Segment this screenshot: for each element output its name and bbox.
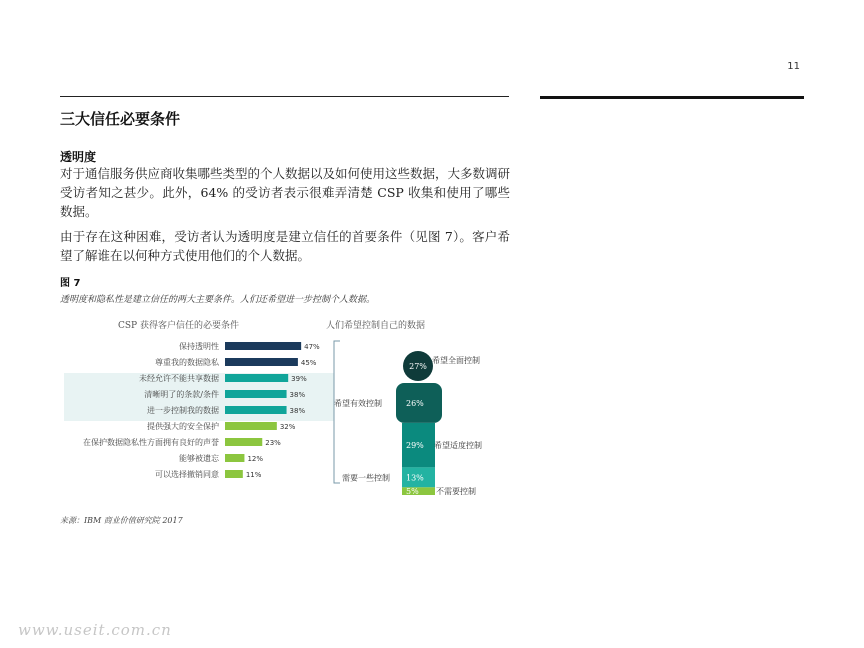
body-paragraph: 由于存在这种困难，受访者认为透明度是建立信任的首要条件（见图 7）。客户希望了解谁在以何种方式使用他们的个人数据。 (60, 229, 510, 263)
bar-value-label: 45% (300, 359, 317, 367)
bar-value-label: 38% (289, 407, 306, 415)
bar-category-label: 提供强大的安全保护 (147, 422, 219, 431)
bar (225, 390, 287, 398)
data-control-person-chart (330, 338, 530, 498)
segment-value-label: 26% (406, 398, 424, 408)
bar-value-label: 38% (289, 391, 306, 399)
bar-category-label: 清晰明了的条款/条件 (144, 390, 219, 399)
bar (225, 342, 301, 350)
figure-chart-title: 人们希望控制自己的数据 (326, 321, 426, 331)
segment-name-label: 不需要控制 (436, 487, 476, 497)
bar (225, 470, 243, 478)
bar (225, 406, 287, 414)
page-number: 11 (787, 61, 800, 72)
segment-name-label: 需要一些控制 (342, 473, 390, 483)
section-title: 三大信任必要条件 (60, 110, 181, 128)
bar-category-label: 在保护数据隐私性方面拥有良好的声誉 (83, 438, 219, 447)
bar (225, 358, 298, 366)
bar-chart-title: CSP 获得客户信任的必要条件 (118, 321, 239, 331)
bar (225, 374, 288, 382)
bracket-line (334, 341, 340, 483)
watermark: www.useit.com.cn (18, 621, 172, 639)
bar-category-label: 能够被遗忘 (179, 454, 219, 463)
segment-value-label: 27% (409, 362, 427, 371)
bar (225, 422, 277, 430)
header-rule-left (60, 96, 509, 97)
bar-category-label: 尊重我的数据隐私 (155, 358, 219, 367)
bar-category-label: 未经允许不能共享数据 (139, 374, 219, 383)
segment-name-label: 希望有效控制 (334, 398, 382, 408)
bar-category-label: 进一步控制我的数据 (147, 406, 219, 415)
bar-value-label: 47% (304, 343, 320, 351)
source-note: 来源：IBM 商业价值研究院 2017 (60, 516, 183, 525)
segment-name-label: 希望适度控制 (434, 441, 482, 451)
bar (225, 438, 262, 446)
body-paragraph: 对于通信服务供应商收集哪些类型的个人数据以及如何使用这些数据，大多数调研受访者知之甚少。此外，64% 的受访者表示很难弄清楚 CSP 收集和使用了哪些数据。 (60, 166, 511, 219)
segment-value-label: 5% (406, 487, 419, 496)
bar-value-label: 23% (265, 439, 281, 447)
segment-value-label: 13% (406, 473, 424, 483)
figure-caption: 透明度和隐私性是建立信任的两大主要条件。人们还希望进一步控制个人数据。 (60, 295, 376, 305)
bar-category-label: 保持透明性 (179, 342, 219, 351)
figure-label: 图 7 (60, 278, 81, 289)
bar-value-label: 11% (245, 471, 262, 479)
segment-value-label: 29% (406, 441, 424, 451)
bar-category-label: 可以选择撤销同意 (155, 470, 219, 479)
header-rule-right (540, 96, 804, 99)
bar-value-label: 39% (291, 375, 307, 383)
segment-name-label: 希望全面控制 (432, 356, 480, 365)
bar-value-label: 12% (247, 455, 264, 463)
trust-conditions-bar-chart (60, 338, 350, 488)
bar-value-label: 32% (279, 423, 296, 431)
sub-title: 透明度 (60, 150, 97, 164)
bar (225, 454, 244, 462)
